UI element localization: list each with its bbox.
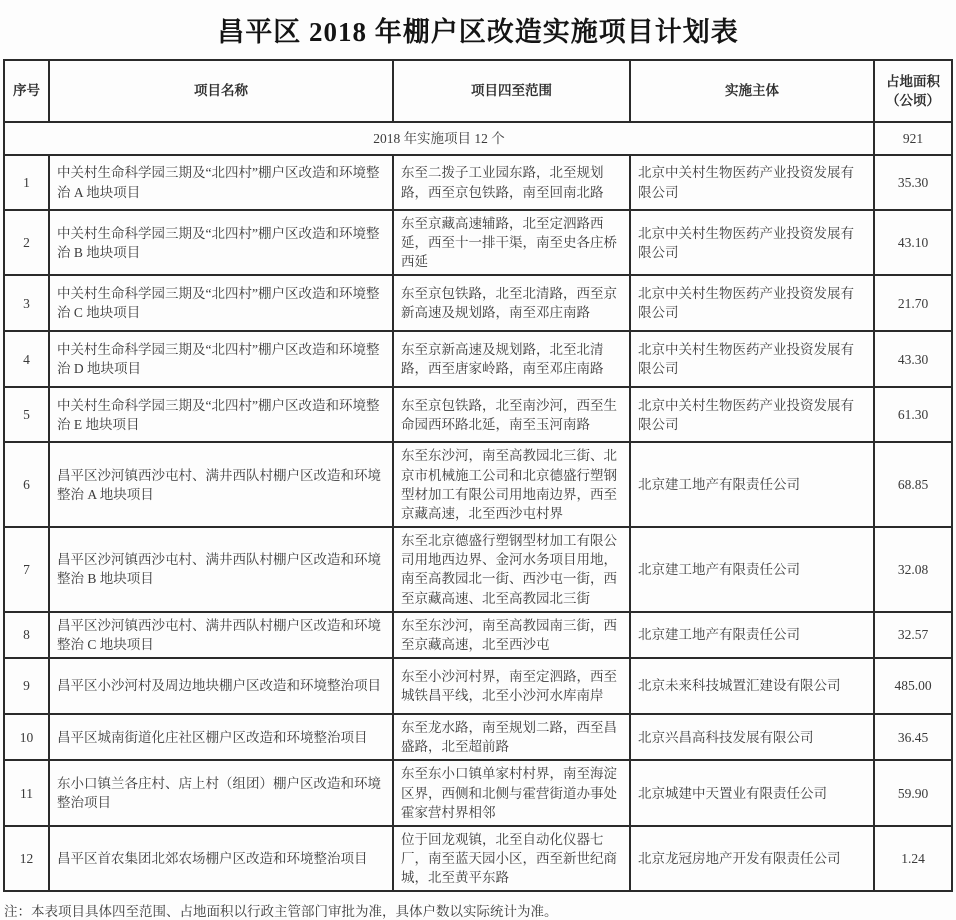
cell-entity: 北京城建中天置业有限责任公司 <box>630 760 874 825</box>
cell-area: 485.00 <box>874 658 952 714</box>
cell-no: 7 <box>4 527 49 612</box>
table-row <box>4 826 952 891</box>
cell-name: 东小口镇兰各庄村、店上村（组团）棚户区改造和环境整治项目 <box>49 760 393 825</box>
cell-no: 12 <box>4 826 49 891</box>
cell-scope: 东至京包铁路，北至南沙河，西至生命园西环路北延，南至玉河南路 <box>393 387 630 442</box>
cell-entity: 北京中关村生物医药产业投资发展有限公司 <box>630 387 874 442</box>
header-cell-area <box>874 60 952 122</box>
cell-scope: 东至东沙河，南至高教园北三街、北京市机械施工公司和北京德盛行塑钢型材加工有限公司用地南边界，西至京藏高速，北至西沙屯村界 <box>393 442 630 527</box>
cell-area: 1.24 <box>874 826 952 891</box>
footnote: 注：本表项目具体四至范围、占地面积以行政主管部门审批为准，具体户数以实际统计为准。 <box>4 904 558 920</box>
header-cell-name: 项目名称 <box>49 60 393 122</box>
table-row <box>4 760 952 825</box>
cell-area: 68.85 <box>874 442 952 527</box>
cell-area: 35.30 <box>874 155 952 210</box>
cell-entity: 北京建工地产有限责任公司 <box>630 612 874 658</box>
page-title: 昌平区 2018 年棚户区改造实施项目计划表 <box>217 17 739 47</box>
table-header-row <box>4 60 952 122</box>
summary-row <box>4 122 952 155</box>
cell-scope: 东至小沙河村界，南至定泗路，西至城铁昌平线，北至小沙河水库南岸 <box>393 658 630 714</box>
cell-scope: 东至京包铁路，北至北清路，西至京新高速及规划路，南至邓庄南路 <box>393 275 630 331</box>
cell-no: 5 <box>4 387 49 442</box>
table-row <box>4 155 952 210</box>
header-area-line2: （公顷） <box>886 93 940 108</box>
cell-name: 昌平区沙河镇西沙屯村、满井西队村棚户区改造和环境整治 C 地块项目 <box>49 612 393 658</box>
cell-scope: 东至龙水路，南至规划二路，西至昌盛路，北至超前路 <box>393 714 630 760</box>
cell-no: 6 <box>4 442 49 527</box>
cell-entity: 北京未来科技城置汇建设有限公司 <box>630 658 874 714</box>
header-cell-no: 序号 <box>4 60 49 122</box>
summary-label: 2018 年实施项目 12 个 <box>4 122 874 155</box>
cell-no: 2 <box>4 210 49 275</box>
table-row <box>4 714 952 760</box>
cell-area: 32.08 <box>874 527 952 612</box>
header-cell-entity: 实施主体 <box>630 60 874 122</box>
cell-no: 11 <box>4 760 49 825</box>
table-row <box>4 331 952 387</box>
cell-name: 中关村生命科学园三期及“北四村”棚户区改造和环境整治 A 地块项目 <box>49 155 393 210</box>
cell-no: 3 <box>4 275 49 331</box>
cell-entity: 北京兴昌高科技发展有限公司 <box>630 714 874 760</box>
cell-name: 中关村生命科学园三期及“北四村”棚户区改造和环境整治 B 地块项目 <box>49 210 393 275</box>
cell-name: 昌平区首农集团北郊农场棚户区改造和环境整治项目 <box>49 826 393 891</box>
cell-name: 中关村生命科学园三期及“北四村”棚户区改造和环境整治 C 地块项目 <box>49 275 393 331</box>
cell-scope: 东至京新高速及规划路，北至北清路，西至唐家岭路，南至邓庄南路 <box>393 331 630 387</box>
cell-name: 昌平区城南街道化庄社区棚户区改造和环境整治项目 <box>49 714 393 760</box>
cell-no: 9 <box>4 658 49 714</box>
cell-entity: 北京建工地产有限责任公司 <box>630 442 874 527</box>
projects-table <box>3 59 953 892</box>
cell-area: 61.30 <box>874 387 952 442</box>
cell-no: 4 <box>4 331 49 387</box>
cell-area: 21.70 <box>874 275 952 331</box>
cell-scope: 位于回龙观镇，北至自动化仪器七厂，南至蓝天园小区，西至新世纪商城，北至黄平东路 <box>393 826 630 891</box>
cell-area: 43.10 <box>874 210 952 275</box>
table-row <box>4 275 952 331</box>
table-row <box>4 210 952 275</box>
cell-name: 中关村生命科学园三期及“北四村”棚户区改造和环境整治 E 地块项目 <box>49 387 393 442</box>
cell-entity: 北京中关村生物医药产业投资发展有限公司 <box>630 155 874 210</box>
header-area-line1: 占地面积 <box>886 73 940 89</box>
cell-name: 中关村生命科学园三期及“北四村”棚户区改造和环境整治 D 地块项目 <box>49 331 393 387</box>
table-row <box>4 387 952 442</box>
cell-scope: 东至京藏高速辅路，北至定泗路西延，西至十一排干渠，南至史各庄桥西延 <box>393 210 630 275</box>
cell-entity: 北京中关村生物医药产业投资发展有限公司 <box>630 331 874 387</box>
cell-scope: 东至东小口镇单家村村界，南至海淀区界，西侧和北侧与霍营街道办事处霍家营村界相邻 <box>393 760 630 825</box>
cell-no: 10 <box>4 714 49 760</box>
cell-entity: 北京中关村生物医药产业投资发展有限公司 <box>630 275 874 331</box>
table-row <box>4 442 952 527</box>
cell-area: 59.90 <box>874 760 952 825</box>
cell-entity: 北京建工地产有限责任公司 <box>630 527 874 612</box>
table-row <box>4 658 952 714</box>
cell-scope: 东至二拨子工业园东路，北至规划路，西至京包铁路，南至回南北路 <box>393 155 630 210</box>
cell-name: 昌平区小沙河村及周边地块棚户区改造和环境整治项目 <box>49 658 393 714</box>
cell-area: 36.45 <box>874 714 952 760</box>
cell-name: 昌平区沙河镇西沙屯村、满井西队村棚户区改造和环境整治 A 地块项目 <box>49 442 393 527</box>
cell-no: 8 <box>4 612 49 658</box>
cell-entity: 北京中关村生物医药产业投资发展有限公司 <box>630 210 874 275</box>
table-row <box>4 612 952 658</box>
cell-name: 昌平区沙河镇西沙屯村、满井西队村棚户区改造和环境整治 B 地块项目 <box>49 527 393 612</box>
cell-area: 43.30 <box>874 331 952 387</box>
cell-scope: 东至东沙河，南至高教园南三街，西至京藏高速，北至西沙屯 <box>393 612 630 658</box>
table-row <box>4 527 952 612</box>
cell-no: 1 <box>4 155 49 210</box>
cell-area: 32.57 <box>874 612 952 658</box>
cell-scope: 东至北京德盛行塑钢型材加工有限公司用地西边界、金河水务项目用地，南至高教园北一街、西沙屯一街，西至京藏高速、北至高教园北三街 <box>393 527 630 612</box>
header-cell-scope: 项目四至范围 <box>393 60 630 122</box>
cell-entity: 北京龙冠房地产开发有限责任公司 <box>630 826 874 891</box>
summary-area: 921 <box>874 122 952 155</box>
